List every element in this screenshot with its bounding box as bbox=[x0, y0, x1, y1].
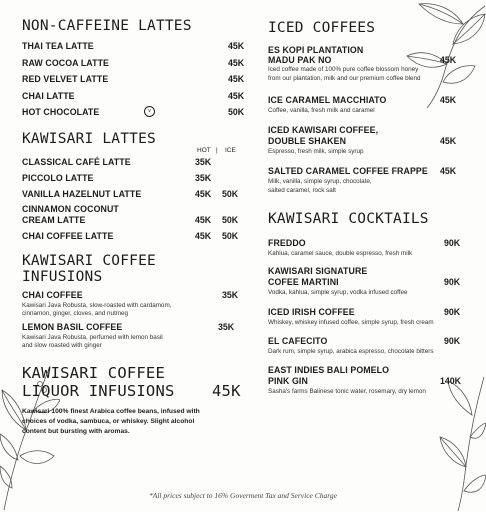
column-divider: | bbox=[216, 147, 218, 154]
kawisari-cocktails-heading: KAWISARI COCKTAILS bbox=[268, 211, 429, 227]
menu-item: MADU PAK NO bbox=[268, 55, 332, 65]
menu-price-ice: 50K bbox=[222, 215, 239, 225]
menu-price: 90K bbox=[444, 277, 461, 287]
menu-item-description: salted caramel, rock salt bbox=[268, 187, 336, 194]
menu-price-hot: 35K bbox=[195, 157, 212, 167]
menu-price: 45K bbox=[228, 74, 245, 84]
menu-item: SALTED CARAMEL COFFEE FRAPPE bbox=[268, 166, 428, 176]
ice-column-header: ICE bbox=[225, 147, 236, 154]
menu-item: ICED IRISH COFFEE bbox=[268, 307, 355, 317]
menu-price: 35K bbox=[222, 290, 239, 300]
menu-item-description: Dark rum, simple syrup, arabica espresso, chocolate bitters bbox=[268, 348, 434, 355]
menu-item: EAST INDIES BALI POMELO bbox=[268, 365, 390, 375]
menu-price: 45K bbox=[440, 95, 457, 105]
menu-item: ICED KAWISARI COFFEE, bbox=[268, 125, 379, 135]
menu-price: 45K bbox=[228, 91, 245, 101]
menu-price: 35K bbox=[218, 322, 235, 332]
menu-item-description: Whiskey, whiskey infused coffee, simple syrup, fresh cream bbox=[268, 319, 434, 326]
menu-item: RED VELVET LATTE bbox=[22, 74, 109, 84]
menu-item: LEMON BASIL COFFEE bbox=[22, 322, 123, 332]
menu-item-description: from our plantation, milk and our premium coffee blend bbox=[268, 75, 421, 82]
menu-item-description: Kahlua, caramel sauce, double espresso, fresh milk bbox=[268, 250, 413, 257]
non-caffeine-lattes-heading: NON-CAFFEINE LATTES bbox=[22, 18, 192, 34]
menu-item: DOUBLE SHAKEN bbox=[268, 136, 347, 146]
menu-item: VANILLA HAZELNUT LATTE bbox=[22, 189, 142, 199]
menu-price-hot: 45K bbox=[195, 231, 212, 241]
liquor-infusions-note: Kawisari 100% finest Arabica coffee beans, infused with bbox=[22, 408, 200, 415]
liquor-infusions-price: 45K bbox=[212, 382, 241, 400]
menu-price: 90K bbox=[444, 238, 461, 248]
liquor-infusions-heading-line2: LIQUOR INFUSIONS bbox=[22, 382, 175, 400]
liquor-infusions-note: choices of vodka, sambuca, or whiskey. Slight alcohol bbox=[22, 418, 195, 425]
menu-price: 50K bbox=[228, 107, 245, 117]
menu-item-description: Sasha's farms Balinese tonic water, rosemary, dry lemon bbox=[268, 388, 426, 395]
menu-item-description: Milk, vanilla, simple syrup, chocolate, bbox=[268, 178, 372, 185]
menu-item-description: Espresso, fresh milk, simple syrup bbox=[268, 148, 364, 155]
menu-item-description: Kawisari Java Robusta, perfumed with lemon basil bbox=[22, 334, 163, 341]
menu-item: CREAM LATTE bbox=[22, 215, 86, 225]
coffee-infusions-heading: KAWISARI COFFEE bbox=[22, 253, 156, 269]
menu-item: KAWISARI SIGNATURE bbox=[268, 266, 368, 276]
menu-item-description: Coffee, vanilla, fresh milk and caramel bbox=[268, 107, 375, 114]
kawisari-lattes-heading: KAWISARI LATTES bbox=[22, 131, 156, 147]
tax-footnote: *All prices subject to 16% Goverment Tax and Service Charge bbox=[149, 491, 337, 500]
menu-item-description: Kawisari Java Robusta, slow-roasted with cardamom, bbox=[22, 302, 172, 309]
menu-item: ES KOPI PLANTATION bbox=[268, 45, 364, 55]
menu-item: CLASSICAL CAFÉ LATTE bbox=[22, 157, 131, 167]
menu-item: PICCOLO LATTE bbox=[22, 173, 94, 183]
menu-item: HOT CHOCOLATE bbox=[22, 107, 100, 117]
liquor-infusions-heading: KAWISARI COFFEE bbox=[22, 364, 165, 382]
menu-item-description: Vodka, kahlua, simple syrup, vodka infused coffee bbox=[268, 289, 408, 296]
menu-price: 45K bbox=[440, 166, 457, 176]
menu-item: THAI TEA LATTE bbox=[22, 41, 94, 51]
menu-price: 140K bbox=[440, 376, 462, 386]
menu-item: CINNAMON COCONUT bbox=[22, 204, 119, 214]
liquor-infusions-note: content but bursting with aromas. bbox=[22, 428, 130, 435]
menu-price-hot: 35K bbox=[195, 173, 212, 183]
menu-item: CHAI COFFEE bbox=[22, 290, 83, 300]
menu-item: ICE CARAMEL MACCHIATO bbox=[268, 95, 387, 105]
menu-price: 90K bbox=[444, 307, 461, 317]
menu-item-description: cinnamon, ginger, cloves, and nutmeg bbox=[22, 310, 129, 317]
coffee-infusions-heading-line2: INFUSIONS bbox=[22, 269, 103, 285]
menu-item: CHAI COFFEE LATTE bbox=[22, 231, 114, 241]
menu-item-description: Iced coffee made of 100% pure coffee blossom honey bbox=[268, 66, 419, 73]
menu-price: 45K bbox=[228, 41, 245, 51]
menu-price-hot: 45K bbox=[195, 215, 212, 225]
menu-price-hot: 45K bbox=[195, 189, 212, 199]
menu-price-ice: 50K bbox=[222, 189, 239, 199]
menu-price: 45K bbox=[440, 55, 457, 65]
menu-price: 45K bbox=[440, 136, 457, 146]
menu-item: CHAI LATTE bbox=[22, 91, 75, 101]
menu-price: 90K bbox=[444, 336, 461, 346]
menu-item: FREDDO bbox=[268, 238, 306, 248]
iced-coffees-heading: ICED COFFEES bbox=[268, 20, 376, 36]
menu-item: RAW COCOA LATTE bbox=[22, 58, 110, 68]
menu-item: COFEE MARTINI bbox=[268, 277, 339, 287]
menu-item: EL CAFECITO bbox=[268, 336, 328, 346]
menu-price: 45K bbox=[228, 58, 245, 68]
menu-price-ice: 50K bbox=[222, 231, 239, 241]
hot-column-header: HOT bbox=[197, 147, 211, 154]
menu-item-description: and slow roasted with ginger bbox=[22, 342, 102, 349]
vegan-badge-icon: v bbox=[144, 106, 155, 117]
menu-item: PINK GIN bbox=[268, 376, 308, 386]
